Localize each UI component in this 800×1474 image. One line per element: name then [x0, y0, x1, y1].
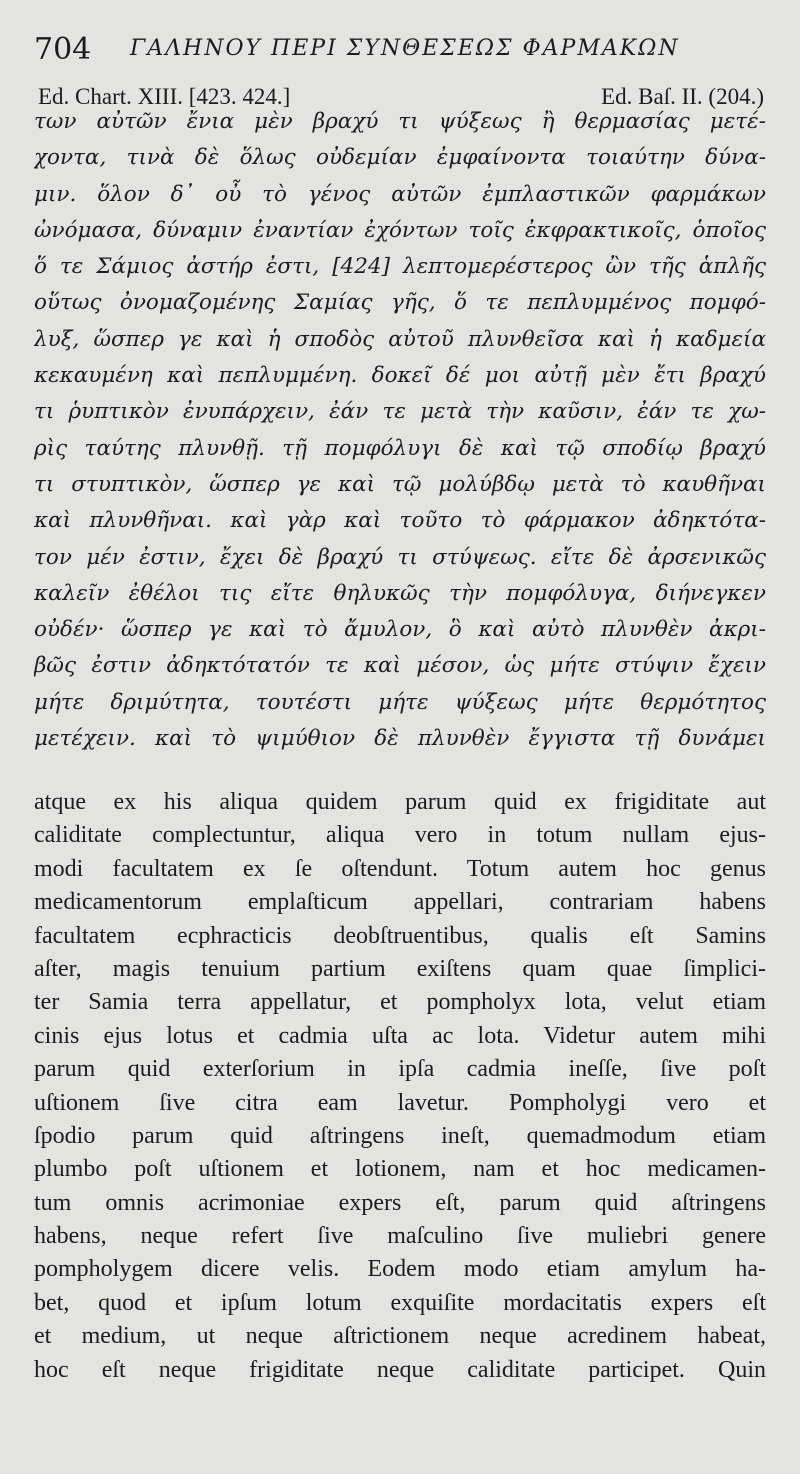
latin-line: cinis ejus lotus et cadmia uſta ac lota. Videtur autem mihi	[34, 1022, 766, 1049]
running-head	[34, 30, 764, 70]
latin-line: habens, neque refert ſive maſculino ſive muliebri genere	[34, 1223, 766, 1250]
edition-basel: Ed. Baſ. II. (204.)	[601, 84, 764, 109]
latin-line: modi facultatem ex ſe oſtendunt. Totum autem hoc genus	[34, 855, 766, 882]
latin-line: parum quid exterſorium in ipſa cadmia ineſſe, ſive poſt	[34, 1056, 766, 1083]
edition-chartier: Ed. Chart. XIII. [423. 424.]	[38, 84, 291, 109]
greek-line: μιν. ὅλον δ᾽ οὖ τὸ γένος αὐτῶν ἐμπλαστικῶν φαρμάκων	[34, 181, 766, 207]
greek-line: χοντα, τινὰ δὲ ὅλως οὐδεμίαν ἐμφαίνοντα τοιαύτην δύνα-	[34, 145, 766, 171]
latin-line: ter Samia terra appellatur, et pompholyx lota, velut etiam	[34, 989, 766, 1016]
latin-line: uſtionem ſive citra eam lavetur. Pompholygi vero et	[34, 1089, 766, 1116]
greek-line: τι ῥυπτικὸν ἐνυπάρχειν, ἐάν τε μετὰ τὴν καῦσιν, ἐάν τε χω-	[34, 399, 766, 425]
latin-text-block	[34, 786, 766, 1387]
greek-line: μήτε δριμύτητα, τουτέστι μήτε ψύξεως μήτε θερμότητος	[34, 689, 766, 715]
greek-text-block	[34, 104, 766, 757]
latin-line: et medium, ut neque aſtrictionem neque acredinem habeat,	[34, 1323, 766, 1350]
running-title: ΓΑΛΗΝΟΥ ΠΕΡΙ ΣΥΝΘΕΣΕΩΣ ΦΑΡΜΑΚΩΝ	[130, 36, 680, 61]
latin-line: aſter, magis tenuium partium exiſtens quam quae ſimplici-	[34, 955, 766, 982]
latin-line: facultatem ecphracticis deobſtruentibus, qualis eſt Samins	[34, 922, 766, 949]
greek-line: τι στυπτικὸν, ὥσπερ γε καὶ τῷ μολύβδῳ μετὰ τὸ καυθῆναι	[34, 471, 766, 497]
greek-line: τον μέν ἐστιν, ἔχει δὲ βραχύ τι στύψεως. εἴτε δὲ ἀρσενικῶς	[34, 544, 766, 570]
greek-line: ὠνόμασα, δύναμιν ἐναντίαν ἐχόντων τοῖς ἐκφρακτικοῖς, ὁποῖος	[34, 217, 766, 243]
greek-line: καὶ πλυνθῆναι. καὶ γὰρ καὶ τοῦτο τὸ φάρμακον ἀδηκτότα-	[34, 508, 766, 534]
greek-line: οὐδέν· ὥσπερ γε καὶ τὸ ἄμυλον, ὃ καὶ αὐτὸ πλυνθὲν ἀκρι-	[34, 617, 766, 643]
greek-line: οὕτως ὀνομαζομένης Σαμίας γῆς, ὅ τε πεπλυμμένος πομφό-	[34, 290, 766, 316]
latin-line: plumbo poſt uſtionem et lotionem, nam et hoc medicamen-	[34, 1156, 766, 1183]
greek-line: βῶς ἐστιν ἀδηκτότατόν τε καὶ μέσον, ὡς μήτε στύψιν ἔχειν	[34, 653, 766, 679]
latin-line: medicamentorum emplaſticum appellari, contrariam habens	[34, 889, 766, 916]
latin-line: caliditate complectuntur, aliqua vero in totum nullam ejus-	[34, 822, 766, 849]
page-number: 704	[34, 32, 92, 67]
latin-line: tum omnis acrimoniae expers eſt, parum quid aſtringens	[34, 1189, 766, 1216]
greek-line: ρὶς ταύτης πλυνθῇ. τῇ πομφόλυγι δὲ καὶ τῷ σποδίῳ βραχύ	[34, 435, 766, 461]
latin-line: ſpodio parum quid aſtringens ineſt, quemadmodum etiam	[34, 1122, 766, 1149]
greek-line: καλεῖν ἐθέλοι τις εἴτε θηλυκῶς τὴν πομφόλυγα, διήνεγκεν	[34, 580, 766, 606]
latin-line: hoc eſt neque frigiditate neque caliditate participet. Quin	[34, 1356, 766, 1383]
greek-line: των αὐτῶν ἔνια μὲν βραχύ τι ψύξεως ἢ θερμασίας μετέ-	[34, 109, 766, 134]
latin-line: bet, quod et ipſum lotum exquiſite mordacitatis expers eſt	[34, 1289, 766, 1316]
greek-line: ὅ τε Σάμιος ἀστήρ ἐστι, [424] λεπτομερέστερος ὢν τῆς ἁπλῆς	[34, 254, 766, 280]
greek-line: μετέχειν. καὶ τὸ ψιμύθιον δὲ πλυνθὲν ἔγγιστα τῇ δυνάμει	[34, 726, 766, 752]
latin-line: pompholygem dicere velis. Eodem modo etiam amylum ha-	[34, 1256, 766, 1283]
latin-line: atque ex his aliqua quidem parum quid ex frigiditate aut	[34, 789, 766, 815]
greek-line: λυξ, ὥσπερ γε καὶ ἡ σποδὸς αὐτοῦ πλυνθεῖσα καὶ ἡ καδμεία	[34, 326, 766, 352]
greek-line: κεκαυμένη καὶ πεπλυμμένη. δοκεῖ δέ μοι αὐτῇ μὲν ἔτι βραχύ	[34, 363, 766, 389]
